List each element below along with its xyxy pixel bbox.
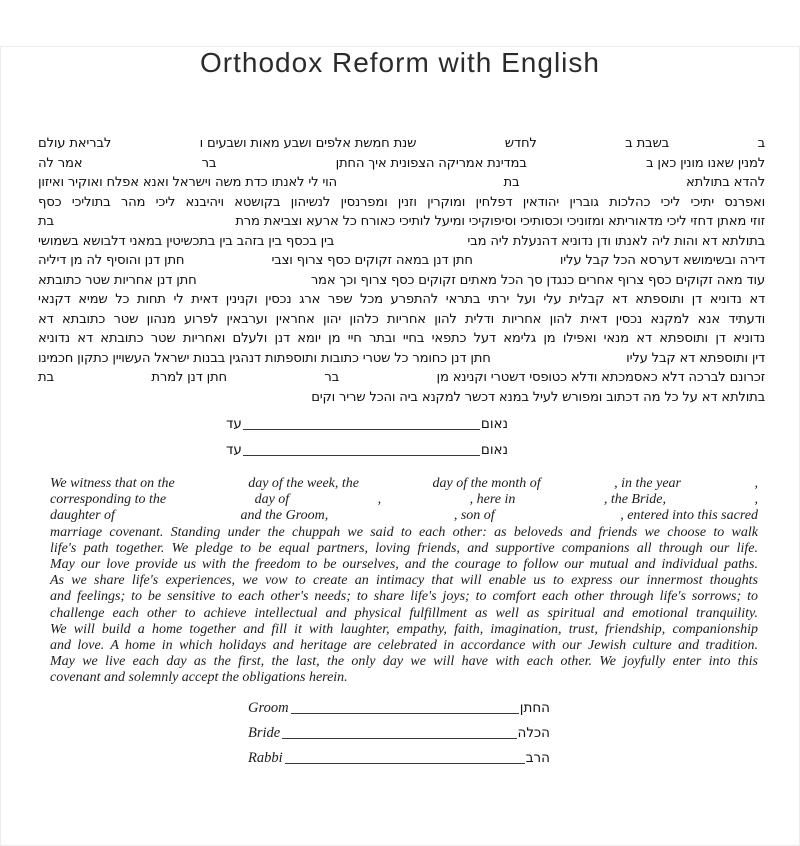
hebrew-text-segment: בין בכסף בין בזהב בין בתכשיטין במאני דלבושא בשמושי bbox=[38, 233, 335, 249]
hebrew-text-segment: חתן דנן במאה זקוקים כסף צרוף וצבי bbox=[271, 253, 473, 268]
witness-signed-label: נאום bbox=[480, 442, 508, 458]
hebrew-line bbox=[38, 349, 765, 369]
hebrew-text-segment: זכרונם לברכה דלא כאסמכתא ודלא כטופסי דשטרי וקנינא מן bbox=[436, 370, 765, 385]
hebrew-text-segment: בת bbox=[503, 175, 520, 190]
english-text-segment: day of the week, the bbox=[248, 476, 359, 491]
english-text-segment: As we share life's experiences, we vow to create an intimacy that will enable us to express our innermost thoughts bbox=[50, 573, 758, 589]
hebrew-text-segment: דין ותוספתא דא קבל עליו bbox=[626, 350, 765, 366]
english-line bbox=[50, 508, 758, 524]
witness-ed-label: עד bbox=[226, 416, 242, 432]
english-line bbox=[50, 557, 758, 573]
hebrew-text-segment: בת bbox=[38, 370, 54, 385]
bride-label: Bride bbox=[248, 724, 281, 741]
hebrew-text-segment: הוי לי לאנתו כדת משה וישראל ואנא אפלח ואוקיר ואיזון bbox=[38, 175, 337, 190]
english-text-segment: May we live each day as the first, the last, the only day we will have with each other. We joyfully enter into this bbox=[50, 654, 758, 670]
hebrew-text-segment: בר bbox=[324, 370, 340, 385]
english-text-segment: life's path together. We pledge to be equal partners, loving friends, and supportive companions all through our life. bbox=[50, 540, 758, 556]
english-line bbox=[50, 638, 758, 654]
hebrew-text-segment: חתן דנן והוסיף לה מן דיליה bbox=[38, 253, 185, 268]
hebrew-text-segment: שנת חמשת אלפים ושבע מאות ושבעים ו bbox=[199, 136, 417, 151]
witness-signature-line bbox=[243, 443, 480, 456]
hebrew-text-segment: ואפרנס יתיכי ליכי כהלכות גוברין יהודאין דפלחין ומוקרין וזנין ומפרנסין לנשיהון בקושטא ויהיבנא ליכי מהר בתוליכי כסף bbox=[38, 194, 765, 210]
hebrew-text-segment: ודעתיד אנא למקנא נכסין דאית להון אחריות ודלית להון אחריות כלהון יהון אחראין וערבאין לפרוע מנהון שטר כתובתא דא bbox=[38, 311, 765, 327]
hebrew-text-segment: בת bbox=[38, 214, 54, 229]
english-text-segment: and the Groom, bbox=[240, 508, 329, 524]
signature-block bbox=[0, 699, 800, 767]
rabbi-signature-line bbox=[285, 751, 525, 764]
signature-row bbox=[248, 749, 550, 767]
hebrew-text-segment: להדא בתולתא bbox=[686, 175, 765, 190]
english-line bbox=[50, 573, 758, 589]
hebrew-line bbox=[38, 251, 765, 271]
hebrew-line bbox=[38, 388, 765, 408]
english-text-segment: day of the month of bbox=[432, 476, 541, 491]
groom-label: Groom bbox=[248, 699, 289, 716]
english-text-segment: , bbox=[754, 492, 758, 508]
signature-row bbox=[248, 724, 550, 742]
bride-signature-line bbox=[282, 726, 516, 739]
english-line bbox=[50, 476, 758, 492]
hebrew-text-segment: בשבת ב bbox=[625, 136, 670, 151]
english-line bbox=[50, 541, 758, 557]
hebrew-text-segment: במדינת אמריקה הצפונית איך החתן bbox=[335, 155, 527, 171]
hebrew-line bbox=[38, 310, 765, 330]
english-text-segment: We witness that on the bbox=[50, 476, 175, 491]
groom-hebrew-label: החתן bbox=[519, 699, 550, 716]
witness-signature-line bbox=[243, 417, 480, 430]
hebrew-text-segment: נדוניא דן ותוספתא דא מנאי ואפילו מן גלימא דעל כתפאי בחיי ובתר חיי מן יומא דנן ולעלם ואחריות שטר כתובתא דא נדוניא bbox=[38, 331, 765, 346]
hebrew-text-segment: ב bbox=[757, 136, 765, 151]
english-line bbox=[50, 492, 758, 508]
english-line bbox=[50, 525, 758, 541]
groom-signature-line bbox=[291, 701, 519, 714]
english-text-segment: corresponding to the bbox=[50, 492, 167, 508]
witness-ed-label: עד bbox=[226, 442, 242, 458]
rabbi-hebrew-label: הרב bbox=[525, 749, 550, 766]
hebrew-line bbox=[38, 329, 765, 349]
english-text-segment: May our love provide us with the freedom to be ourselves, and the courage to follow our mutual and individual paths. bbox=[50, 557, 758, 573]
witness-signed-label: נאום bbox=[480, 416, 508, 432]
english-text-segment: , bbox=[377, 492, 382, 508]
english-text-segment: , son of bbox=[453, 508, 495, 524]
english-text-segment: , entered into this sacred bbox=[620, 508, 758, 524]
hebrew-line bbox=[38, 193, 765, 213]
hebrew-text-segment: חתן דנן כחומר כל שטרי כתובות ותוספתות דנהגין בבנות ישראל העשויין כתקון חכמינו bbox=[38, 350, 491, 366]
hebrew-ketubah-text-block bbox=[0, 134, 800, 407]
english-text-segment: day of bbox=[254, 492, 290, 508]
ketubah-document-page bbox=[0, 46, 800, 846]
hebrew-text-segment: לחדש bbox=[504, 136, 537, 151]
hebrew-text-segment: דירה ובשימושא דערסא הכל קבל עליו bbox=[559, 253, 765, 268]
page-title: Orthodox Reform with English bbox=[200, 47, 600, 78]
english-line bbox=[50, 589, 758, 605]
hebrew-witness-signature-block bbox=[0, 415, 800, 459]
english-text-segment: challenge each other to achieve intellectual and physical fulfillment as well as spiritual and emotional tranquility. bbox=[50, 605, 758, 621]
english-line bbox=[50, 670, 758, 686]
hebrew-text-segment: חתן דנן אחריות שטר כתובתא bbox=[38, 272, 197, 288]
english-text-segment: , here in bbox=[469, 492, 516, 508]
hebrew-line bbox=[38, 290, 765, 310]
hebrew-text-segment: למנין שאנו מונין כאן ב bbox=[645, 155, 765, 171]
english-text-segment: , bbox=[754, 476, 758, 491]
english-text-segment: and love. A home in which holidays and heritage are celebrated in accordance with our Jewish culture and tradition. bbox=[50, 638, 758, 654]
hebrew-text-segment: בתולתא דא על כל מה דכתוב ומפורש לעיל במנא דכשר למקנא ביה והכל שריר וקים bbox=[311, 389, 765, 405]
english-line bbox=[50, 606, 758, 622]
english-line bbox=[50, 654, 758, 670]
rabbi-label: Rabbi bbox=[248, 749, 283, 766]
hebrew-text-segment: בתולתא דא והות ליה לאנתו ודן נדוניא דהנעלת ליה מבי bbox=[467, 233, 765, 249]
hebrew-line bbox=[38, 368, 765, 388]
english-text-segment: covenant and solemnly accept the obligations herein. bbox=[50, 670, 348, 686]
hebrew-text-segment: חתן דנן למרת bbox=[151, 370, 227, 385]
english-text-segment: , the Bride, bbox=[603, 492, 667, 508]
hebrew-line bbox=[38, 173, 765, 193]
hebrew-line bbox=[38, 134, 765, 154]
english-text-segment: and feelings; to be sensitive to each other's needs; to share life's joys; to comfort each other through life's sorrows; to bbox=[50, 589, 758, 605]
hebrew-line bbox=[38, 232, 765, 252]
english-text-segment: , in the year bbox=[614, 476, 681, 491]
hebrew-text-segment: בר bbox=[201, 155, 217, 171]
hebrew-text-segment: לבריאת עולם bbox=[38, 136, 112, 151]
witness-signature-row bbox=[226, 415, 508, 433]
english-text-segment: marriage covenant. Standing under the chuppah we said to each other: as beloveds and friends we choose to walk bbox=[50, 524, 758, 540]
hebrew-text-segment: זוזי מאתן דחזי ליכי מדאוריתא ומזוניכי וכסותיכי וסיפוקיכי ומיעל לותיכי כאורח כל ארעא וצביאת מרת bbox=[235, 214, 765, 229]
hebrew-text-segment: דא נדוניא דן ותוספתא דא קבלית עלי ועל ירתי בתראי להתפרע מכל שפר ארג נכסין וקנינין דאית לי תחות כל שמיא דקנאי bbox=[38, 292, 765, 307]
hebrew-line bbox=[38, 271, 765, 291]
bride-hebrew-label: הכלה bbox=[517, 724, 550, 741]
signature-row bbox=[248, 699, 550, 717]
hebrew-line bbox=[38, 212, 765, 232]
hebrew-line bbox=[38, 154, 765, 174]
hebrew-text-segment: אמר לה bbox=[38, 155, 83, 171]
witness-signature-row bbox=[226, 441, 508, 459]
hebrew-text-segment: עוד מאה זקוקים כסף צרוף אחרים כנגדן סך הכל מאתים זקוקים כסף צרוף וכך אמר bbox=[310, 272, 765, 288]
english-text-segment: daughter of bbox=[50, 508, 115, 524]
english-text-segment: We will build a home together and fill it with laughter, empathy, faith, imagination, trust, friendship, companionship bbox=[50, 621, 758, 637]
english-covenant-text-block bbox=[0, 476, 800, 687]
english-line bbox=[50, 622, 758, 638]
